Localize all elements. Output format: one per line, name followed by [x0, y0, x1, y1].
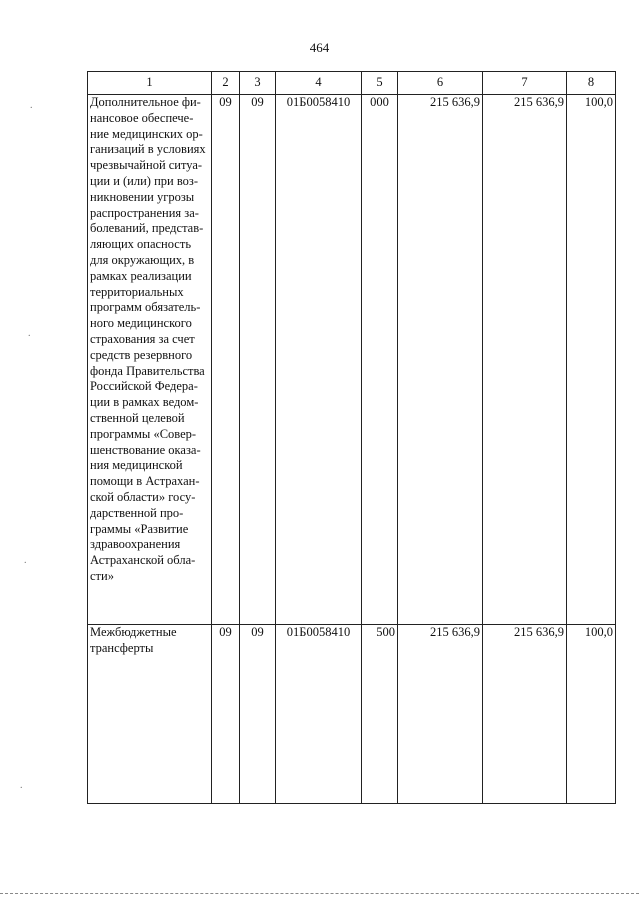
- header-cell-2: 2: [212, 72, 240, 95]
- page-number: 464: [309, 40, 330, 55]
- margin-mark: .: [28, 328, 31, 339]
- table-row: [88, 625, 616, 804]
- margin-mark: .: [30, 100, 33, 111]
- header-cell-7: 7: [483, 72, 567, 95]
- row-csr-cell: 01Б0058410: [276, 625, 362, 804]
- row-rz-cell: 09: [212, 95, 240, 625]
- margin-mark: .: [20, 780, 23, 791]
- row-rz-cell: 09: [212, 625, 240, 804]
- header-cell-6: 6: [398, 72, 483, 95]
- header-cell-4: 4: [276, 72, 362, 95]
- header-cell-5: 5: [362, 72, 398, 95]
- row-pr-cell: 09: [240, 95, 276, 625]
- row-percent-cell: 100,0: [567, 625, 616, 804]
- margin-mark: .: [24, 555, 27, 566]
- row-vr-cell: 000: [362, 95, 398, 625]
- row-amount-plan-cell: 215 636,9: [398, 625, 483, 804]
- budget-table: [87, 71, 616, 804]
- header-cell-1: 1: [88, 72, 212, 95]
- table-row: [88, 95, 616, 625]
- row-amount-fact-cell: 215 636,9: [483, 95, 567, 625]
- page-bottom-rule: [0, 893, 639, 894]
- row-vr-cell: 500: [362, 625, 398, 804]
- table-header-row: [88, 72, 616, 95]
- row-percent-cell: 100,0: [567, 95, 616, 625]
- row-amount-plan-cell: 215 636,9: [398, 95, 483, 625]
- header-cell-3: 3: [240, 72, 276, 95]
- row-name-cell: Межбюджетные трансферты: [88, 625, 212, 804]
- header-cell-8: 8: [567, 72, 616, 95]
- row-name-cell: Дополнительное фи-нансовое обеспече-ние медицинских ор-ганизаций в условиях чрезвычайной ситуа-ции и (или) при воз-никновении угрозы распространения за-болеваний, представ-ляющих опасность для окружающих, в рамках реализации территориальных программ обязатель-ного медицинского страхования за счет средств резервного фонда Правительства Российской Федера-ции в рамках ведом-ственной целевой программы «Совер-шенствование оказа-ния медицинской помощи в Астрахан-ской области» госу-дарственной про-граммы «Развитие здравоохранения Астраханской обла-сти»: [88, 95, 212, 625]
- row-csr-cell: 01Б0058410: [276, 95, 362, 625]
- row-amount-fact-cell: 215 636,9: [483, 625, 567, 804]
- row-pr-cell: 09: [240, 625, 276, 804]
